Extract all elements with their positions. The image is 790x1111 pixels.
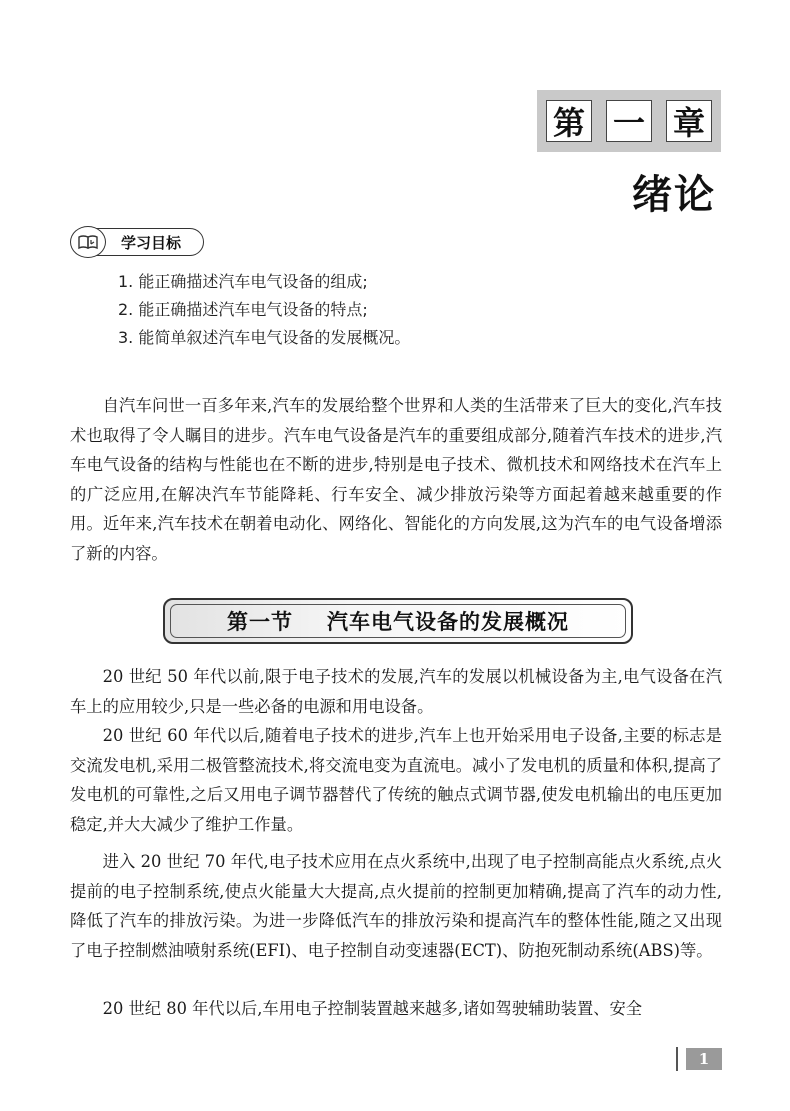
chapter-char-2: 一	[606, 100, 652, 142]
chapter-label-box	[537, 90, 721, 152]
section-title: 汽车电气设备的发展概况	[327, 610, 569, 634]
page-divider	[676, 1047, 678, 1071]
objectives-header	[70, 226, 204, 258]
objective-item: 2. 能正确描述汽车电气设备的特点;	[118, 300, 368, 319]
chapter-char-3: 章	[666, 100, 712, 142]
body-paragraph-2: 20 世纪 60 年代以后,随着电子技术的进步,汽车上也开始采用电子设备,主要的标志是交流发电机,采用二极管整流技术,将交流电变为直流电。减小了发电机的质量和体积,提高了发电机的可靠性,之后又用电子调节器替代了传统的触点式调节器,使发电机输出的电压更加稳定,并大大减少了维护工作量。	[70, 726, 722, 834]
chapter-char-1: 第	[546, 100, 592, 142]
section-banner	[163, 598, 633, 644]
body-paragraph-4: 20 世纪 80 年代以后,车用电子控制装置越来越多,诸如驾驶辅助装置、安全	[102, 999, 643, 1018]
objectives-list	[118, 268, 410, 352]
intro-paragraph: 自汽车问世一百多年来,汽车的发展给整个世界和人类的生活带来了巨大的变化,汽车技术也取得了令人瞩目的进步。汽车电气设备是汽车的重要组成部分,随着汽车技术的进步,汽车电气设备的结构与性能也在不断的进步,特别是电子技术、微机技术和网络技术在汽车上的广泛应用,在解决汽车节能降耗、行车安全、减少排放污染等方面起着越来越重要的作用。近年来,汽车技术在朝着电动化、网络化、智能化的方向发展,这为汽车的电气设备增添了新的内容。	[70, 396, 722, 563]
objective-item: 1. 能正确描述汽车电气设备的组成;	[118, 272, 368, 291]
chapter-title: 绪论	[632, 172, 716, 218]
book-icon	[70, 226, 106, 258]
page-footer	[676, 1047, 722, 1071]
body-paragraph-3: 进入 20 世纪 70 年代,电子技术应用在点火系统中,出现了电子控制高能点火系统,点火提前的电子控制系统,使点火能量大大提高,点火提前的控制更加精确,提高了汽车的动力性,降低了汽车的排放污染。为进一步降低汽车的排放污染和提高汽车的整体性能,随之又出现了电子控制燃油喷射系统(EFI)、电子控制自动变速器(ECT)、防抱死制动系统(ABS)等。	[70, 852, 722, 960]
objectives-title: 学习目标	[92, 228, 204, 256]
page-number: 1	[686, 1048, 722, 1070]
section-number: 第一节	[227, 610, 293, 634]
objective-item: 3. 能简单叙述汽车电气设备的发展概况。	[118, 328, 411, 347]
section-heading	[170, 604, 626, 638]
body-paragraph-1: 20 世纪 50 年代以前,限于电子技术的发展,汽车的发展以机械设备为主,电气设备在汽车上的应用较少,只是一些必备的电源和用电设备。	[70, 667, 722, 716]
